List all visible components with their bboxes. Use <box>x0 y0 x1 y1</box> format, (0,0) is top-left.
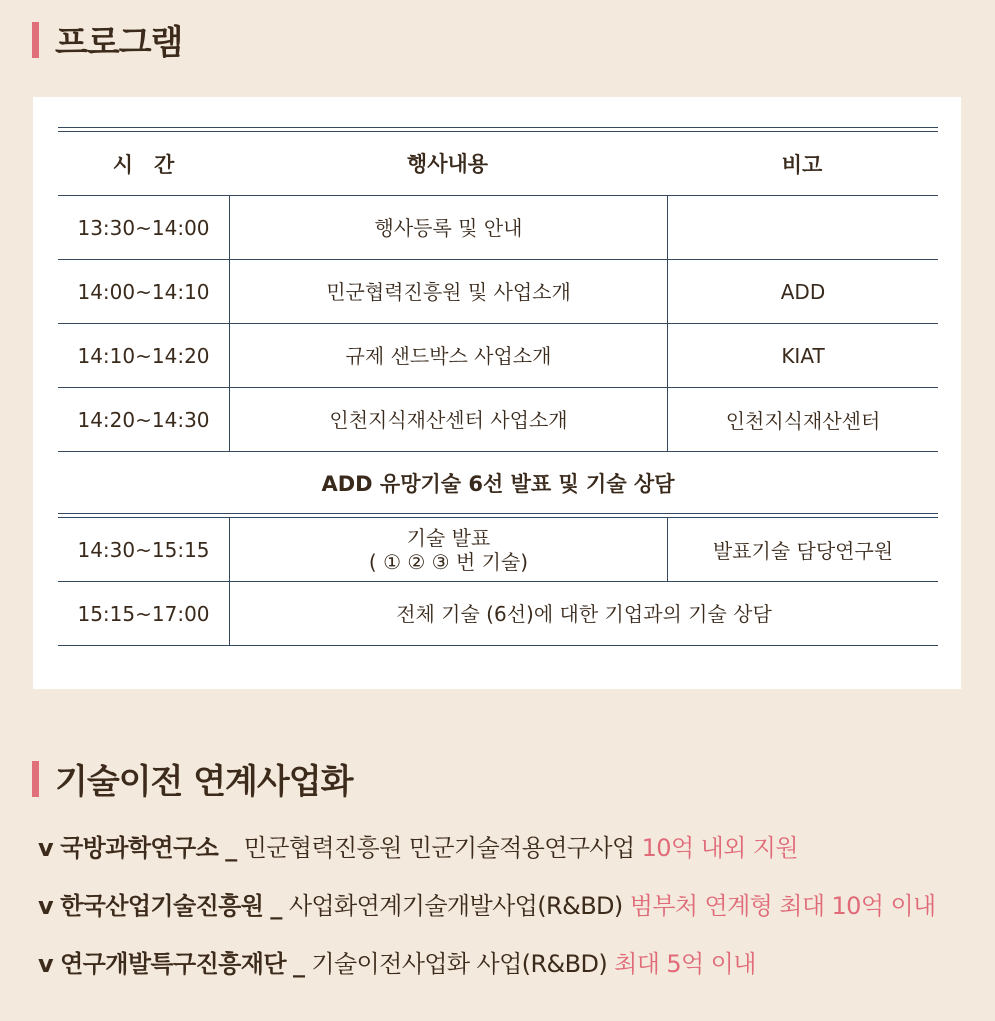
item-separator: _ <box>292 950 305 978</box>
item-org: 국방과학연구소 <box>60 834 219 862</box>
cell-content: 행사등록 및 안내 <box>230 196 668 259</box>
cell-content-line2: ( ① ② ③ 번 기술) <box>368 549 529 574</box>
cell-content: 인천지식재산센터 사업소개 <box>230 388 668 451</box>
cell-note: 발표기술 담당연구원 <box>712 539 894 563</box>
section-title-commercialization <box>32 754 352 803</box>
table-row <box>58 324 938 388</box>
cell-time: 14:20~14:30 <box>58 388 230 451</box>
title-accent-bar <box>32 22 39 58</box>
item-org: 한국산업기술진흥원 <box>60 892 264 920</box>
cell-time: 14:30~15:15 <box>58 518 230 581</box>
item-separator: _ <box>270 892 282 920</box>
item-bullet: v <box>38 834 54 862</box>
program-panel <box>33 97 961 689</box>
item-desc: 민군협력진흥원 민군기술적용연구사업 <box>243 834 635 862</box>
cell-note <box>668 196 938 259</box>
cell-note: KIAT <box>781 343 825 368</box>
table-header-row <box>58 132 938 196</box>
cell-content: 규제 샌드박스 사업소개 <box>230 324 668 387</box>
item-desc: 사업화연계기술개발사업(R&BD) <box>288 892 623 920</box>
section-title-program <box>32 15 182 64</box>
table-band-title: ADD 유망기술 6선 발표 및 기술 상담 <box>321 471 675 496</box>
table-row <box>58 388 938 452</box>
cell-time: 14:10~14:20 <box>58 324 230 387</box>
header-note: 비고 <box>781 152 823 177</box>
cell-time: 15:15~17:00 <box>58 582 230 645</box>
cell-content: 전체 기술 (6선)에 대한 기업과의 기술 상담 <box>396 601 772 626</box>
title-accent-bar <box>32 761 39 797</box>
table-row <box>58 582 938 646</box>
cell-note: 인천지식재산센터 <box>725 409 881 433</box>
item-highlight: 최대 5억 이내 <box>614 950 756 978</box>
list-item <box>38 826 936 884</box>
item-org: 연구개발특구진흥재단 <box>60 950 286 978</box>
header-content: 행사내용 <box>406 151 489 176</box>
header-time: 시 간 <box>112 152 175 177</box>
cell-content: 민군협력진흥원 및 사업소개 <box>230 260 668 323</box>
cell-content <box>230 518 668 581</box>
item-highlight: 범부처 연계형 최대 10억 이내 <box>629 892 936 920</box>
list-item <box>38 942 936 1000</box>
item-bullet: v <box>38 892 54 920</box>
table-row <box>58 196 938 260</box>
section-title-text: 기술이전 연계사업화 <box>55 762 353 802</box>
support-program-list <box>38 826 936 1000</box>
item-separator: _ <box>225 834 237 862</box>
section-title-text: 프로그램 <box>55 23 183 63</box>
cell-time: 13:30~14:00 <box>58 196 230 259</box>
item-desc: 기술이전사업화 사업(R&BD) <box>311 950 608 978</box>
table-row <box>58 260 938 324</box>
cell-time: 14:00~14:10 <box>58 260 230 323</box>
cell-note: ADD <box>780 279 826 304</box>
program-table <box>58 127 938 646</box>
item-bullet: v <box>38 950 54 978</box>
cell-content-line1: 기술 발표 <box>406 525 491 550</box>
list-item <box>38 884 936 942</box>
item-highlight: 10억 내외 지원 <box>641 834 798 862</box>
table-row <box>58 518 938 582</box>
